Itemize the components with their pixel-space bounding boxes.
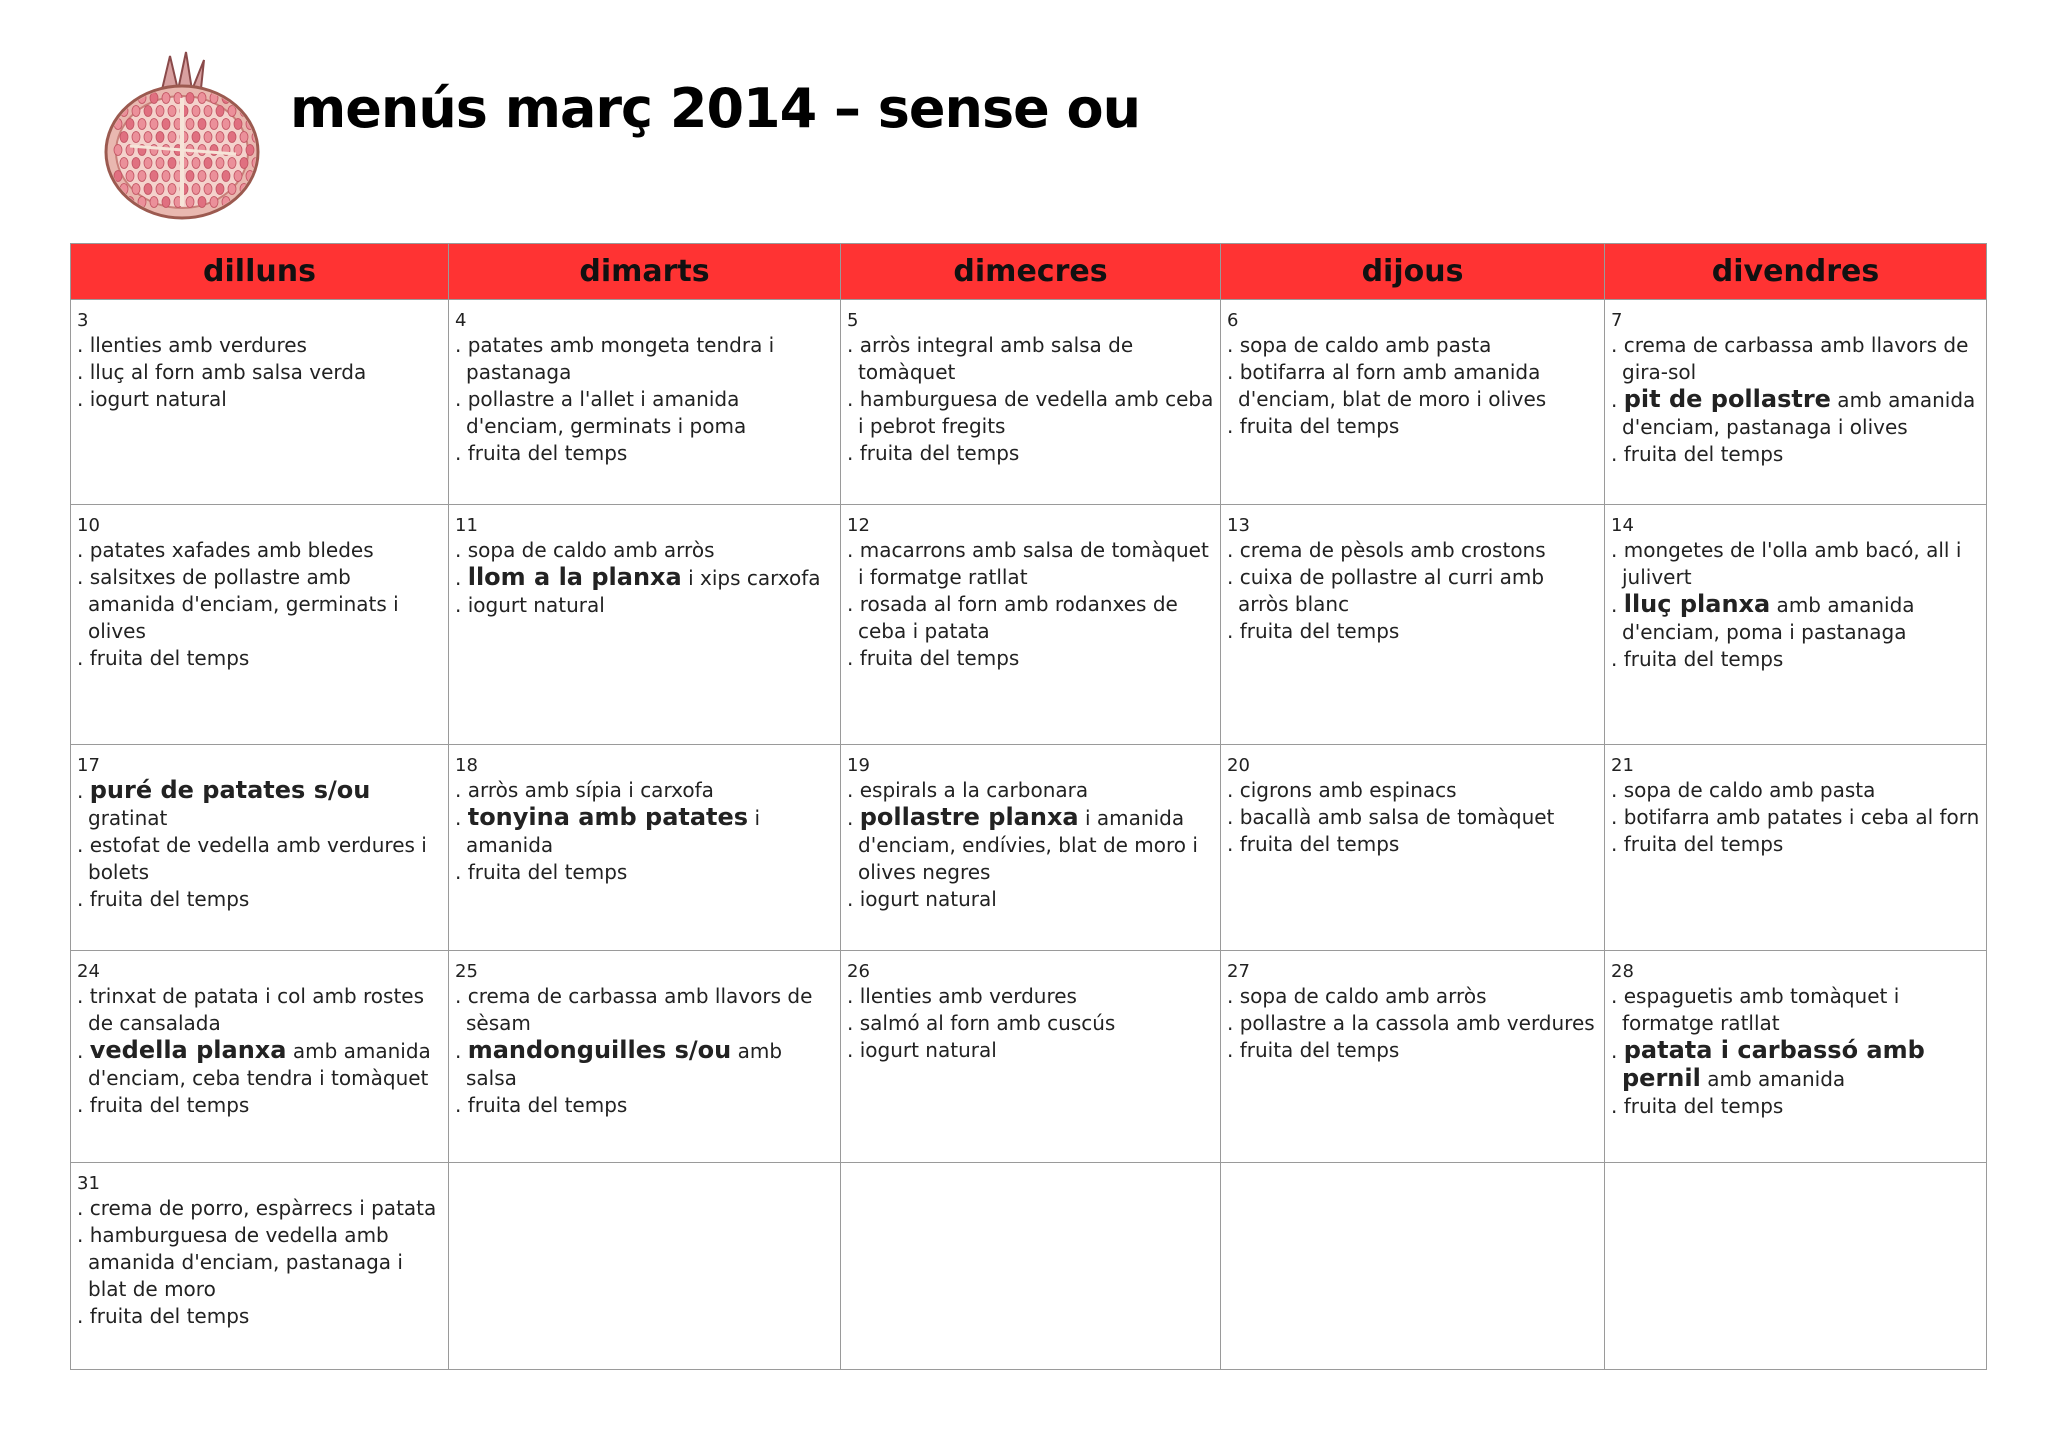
menu-item-text: fruita del temps [89,1304,250,1328]
weekday-header: dimecres [841,244,1221,300]
menu-item [77,832,442,886]
menu-item-text: crema de carbassa amb llavors de sèsam [466,984,813,1035]
day-number: 11 [455,515,478,536]
menu-item [77,1092,442,1119]
day-cell [1221,951,1605,1163]
menu-item [847,537,1214,591]
menu-item [77,983,442,1037]
day-cell [71,1163,449,1370]
menu-item-text: fruita del temps [89,887,250,911]
menu-item [455,859,834,886]
menu-item [77,1195,442,1222]
menu-item-text: botifarra al forn amb amanida d'enciam, blat de moro i olives [1238,360,1547,411]
menu-items [1227,332,1598,440]
menu-item-text: fruita del temps [859,441,1020,465]
menu-item [77,1222,442,1303]
weekday-header: dimarts [449,244,841,300]
menu-item [455,1092,834,1119]
day-cell [71,951,449,1163]
menu-item [1227,831,1598,858]
highlighted-dish: puré de patates s/ou [89,776,371,804]
day-number: 28 [1611,961,1634,982]
highlighted-dish: patata i carbassó amb pernil [1622,1036,1925,1092]
highlighted-dish: pit de pollastre [1623,385,1831,413]
menu-item [455,440,834,467]
menu-item [847,645,1214,672]
menu-item [1227,618,1598,645]
empty-day-cell [1605,1163,1987,1370]
menu-item-text: patates xafades amb bledes [89,538,374,562]
day-cell [449,505,841,745]
empty-day-cell [841,1163,1221,1370]
day-number: 26 [847,961,870,982]
day-number: 10 [77,515,100,536]
menu-item [847,983,1214,1010]
menu-item [847,591,1214,645]
menu-item-text: mongetes de l'olla amb bacó, all i julivert [1622,538,1962,589]
menu-item [77,1303,442,1330]
menu-item [1227,804,1598,831]
weekday-header: dilluns [71,244,449,300]
menu-item [1611,332,1980,386]
menu-items [77,983,442,1119]
menu-item-text: sopa de caldo amb pasta [1239,333,1492,357]
menu-item-text: fruita del temps [1623,1094,1784,1118]
menu-item [1227,1037,1598,1064]
menu-item-text: fruita del temps [1239,832,1400,856]
menu-item-text: amb amanida d'enciam, ceba tendra i tomàquet [88,1039,431,1090]
menu-items [1611,777,1980,858]
menu-item-text: fruita del temps [1623,442,1784,466]
menu-item [847,386,1214,440]
menu-item-text: crema de pèsols amb crostons [1239,538,1546,562]
day-cell [841,745,1221,951]
menu-item-text: arròs integral amb salsa de tomàquet [858,333,1134,384]
menu-item-text: llenties amb verdures [89,333,307,357]
menu-item-text: fruita del temps [1239,414,1400,438]
menu-item-text: pollastre a l'allet i amanida d'enciam, germinats i poma [466,387,747,438]
menu-item-text: salmó al forn amb cuscús [859,1011,1116,1035]
day-number: 17 [77,755,100,776]
day-number: 14 [1611,515,1634,536]
menu-item [77,537,442,564]
menu-item-text: botifarra amb patates i ceba al forn [1623,805,1980,829]
week-row [71,300,1987,505]
menu-item-text: trinxat de patata i col amb rostes de cansalada [88,984,425,1035]
menu-item-text: estofat de vedella amb verdures i bolets [88,833,427,884]
day-cell [1605,745,1987,951]
menu-item [77,359,442,386]
menu-item [847,332,1214,386]
menu-item-text: cuixa de pollastre al curri amb arròs blanc [1238,565,1545,616]
menu-item [1611,537,1980,591]
week-row [71,1163,1987,1370]
menu-item-text: fruita del temps [89,1093,250,1117]
day-cell [71,505,449,745]
day-number: 19 [847,755,870,776]
menu-item [77,886,442,913]
menu-item [1227,777,1598,804]
menu-item [1611,983,1980,1037]
day-number: 24 [77,961,100,982]
menu-items [847,983,1214,1064]
menu-item-text: espaguetis amb tomàquet i formatge ratllat [1622,984,1900,1035]
menu-item-text: fruita del temps [1623,647,1784,671]
weekday-header: divendres [1605,244,1987,300]
weekday-header: dijous [1221,244,1605,300]
menu-items [1227,983,1598,1064]
menu-item [1227,983,1598,1010]
menu-item [77,564,442,645]
day-number: 20 [1227,755,1250,776]
menu-items [77,1195,442,1330]
day-number: 21 [1611,755,1634,776]
highlighted-dish: tonyina amb patates [467,803,749,831]
week-row [71,951,1987,1163]
menu-item [455,1037,834,1092]
menu-item-text: fruita del temps [1623,832,1784,856]
menu-item-text: fruita del temps [467,441,628,465]
day-number: 25 [455,961,478,982]
menu-item [455,564,834,592]
menu-items [455,777,834,886]
day-cell [71,300,449,505]
menu-item [847,1037,1214,1064]
empty-day-cell [449,1163,841,1370]
menu-items [77,332,442,413]
day-cell [1221,300,1605,505]
highlighted-dish: llom a la planxa [467,563,682,591]
page-title: menús març 2014 – sense ou [290,77,1141,140]
menu-item-text: amb salsa [466,1039,783,1090]
menu-item [1611,591,1980,646]
day-number: 31 [77,1173,100,1194]
menu-item [1611,1037,1980,1093]
menu-items [847,537,1214,672]
highlighted-dish: mandonguilles s/ou [467,1036,732,1064]
menu-item-text: i amanida [466,806,761,857]
menu-item [455,537,834,564]
menu-item-text: hamburguesa de vedella amb ceba i pebrot fregits [858,387,1214,438]
menu-item-text: fruita del temps [467,860,628,884]
menu-item-text: espirals a la carbonara [859,778,1089,802]
menu-item-text: iogurt natural [859,1038,997,1062]
menu-item-text: bacallà amb salsa de tomàquet [1239,805,1555,829]
menu-items [1611,332,1980,468]
menu-item-text: sopa de caldo amb arròs [467,538,715,562]
menu-item [1227,564,1598,618]
menu-item-text: iogurt natural [859,887,997,911]
menu-item [77,386,442,413]
menu-item [455,804,834,859]
day-cell [1605,300,1987,505]
week-row [71,505,1987,745]
menu-item [1611,1093,1980,1120]
menu-item-text: pollastre a la cassola amb verdures [1239,1011,1595,1035]
menu-item-text: fruita del temps [859,646,1020,670]
menu-item-text: fruita del temps [1239,1038,1400,1062]
menu-item [1611,441,1980,468]
menu-item-text: fruita del temps [89,646,250,670]
menu-item [455,983,834,1037]
menu-items [455,332,834,467]
menu-item [455,332,834,386]
menu-items [1227,537,1598,645]
menu-item [455,386,834,440]
menu-items [455,537,834,619]
day-cell [841,505,1221,745]
week-row [71,745,1987,951]
menu-item-text: fruita del temps [1239,619,1400,643]
menu-item [77,645,442,672]
menu-item-text: iogurt natural [89,387,227,411]
menu-item [1227,359,1598,413]
day-number: 18 [455,755,478,776]
menu-item-text: iogurt natural [467,593,605,617]
menu-items [455,983,834,1119]
menu-item [1611,646,1980,673]
menu-item [455,777,834,804]
empty-day-cell [1221,1163,1605,1370]
menu-item [1227,1010,1598,1037]
menu-item [847,440,1214,467]
day-cell [1221,505,1605,745]
day-cell [841,300,1221,505]
menu-item-text: fruita del temps [467,1093,628,1117]
day-cell [1605,505,1987,745]
menu-items [77,537,442,672]
day-cell [449,745,841,951]
menu-item-text: sopa de caldo amb arròs [1239,984,1487,1008]
menu-item [77,332,442,359]
menu-items [1611,537,1980,673]
menu-items [1611,983,1980,1120]
menu-item [847,886,1214,913]
menu-item-text: crema de carbassa amb llavors de gira-sol [1622,333,1969,384]
menu-item [1227,537,1598,564]
menu-items [847,777,1214,913]
menu-item-text: salsitxes de pollastre amb amanida d'enciam, germinats i olives [88,565,399,643]
menu-item [1611,831,1980,858]
menu-item [1611,386,1980,441]
day-number: 3 [77,310,89,331]
menu-item-text: patates amb mongeta tendra i pastanaga [466,333,775,384]
day-number: 27 [1227,961,1250,982]
menu-item [77,1037,442,1092]
highlighted-dish: lluç planxa [1623,590,1771,618]
menu-item [847,777,1214,804]
day-cell [71,745,449,951]
day-number: 13 [1227,515,1250,536]
menu-item-text: sopa de caldo amb pasta [1623,778,1876,802]
day-number: 4 [455,310,467,331]
menu-item [1611,777,1980,804]
day-number: 6 [1227,310,1239,331]
menu-items [77,777,442,913]
menu-item [847,1010,1214,1037]
menu-item [455,592,834,619]
day-cell [449,951,841,1163]
menu-item [1227,332,1598,359]
menu-item [847,804,1214,886]
menu-item-text: amb amanida d'enciam, pastanaga i olives [1622,388,1976,439]
menu-item-text: lluç al forn amb salsa verda [89,360,367,384]
menu-item-text: amb amanida d'enciam, poma i pastanaga [1622,593,1915,644]
menu-item-text: crema de porro, espàrrecs i patata [89,1196,437,1220]
highlighted-dish: vedella planxa [89,1036,287,1064]
menu-item-text: rosada al forn amb rodanxes de ceba i patata [858,592,1178,643]
day-cell [1221,745,1605,951]
menu-item-text: i amanida d'enciam, endívies, blat de moro i olives negres [858,806,1198,884]
menu-item [77,777,442,832]
menu-item-text: llenties amb verdures [859,984,1077,1008]
menu-item-text: arròs amb sípia i carxofa [467,778,714,802]
day-number: 12 [847,515,870,536]
menu-item-text: gratinat [88,806,168,830]
menu-item-text: hamburguesa de vedella amb amanida d'enciam, pastanaga i blat de moro [88,1223,403,1301]
menu-item-text: amb amanida [1700,1067,1846,1091]
day-cell [841,951,1221,1163]
menu-items [847,332,1214,467]
day-number: 5 [847,310,859,331]
weekday-header-row [71,244,1987,300]
day-number: 7 [1611,310,1623,331]
menu-items [1227,777,1598,858]
menu-item-text: macarrons amb salsa de tomàquet i formatge ratllat [858,538,1209,589]
day-cell [449,300,841,505]
menu-item [1227,413,1598,440]
menu-item [1611,804,1980,831]
menu-item-text: cigrons amb espinacs [1239,778,1457,802]
highlighted-dish: pollastre planxa [859,803,1079,831]
day-cell [1605,951,1987,1163]
pomegranate-icon [100,50,270,220]
menu-item-text: i xips carxofa [681,566,821,590]
menu-calendar [70,243,1987,1370]
